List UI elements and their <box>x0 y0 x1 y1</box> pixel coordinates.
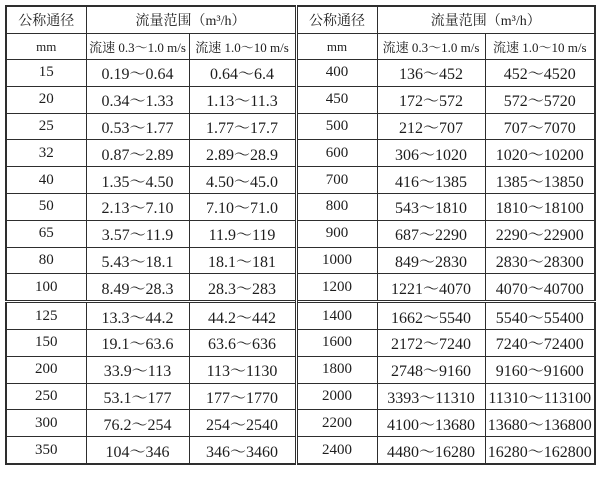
flow-high-cell-right: 4070～40700 <box>485 274 595 302</box>
header-row-2 <box>6 34 595 60</box>
dn-cell-left: 350 <box>6 437 86 464</box>
dn-cell-right: 1800 <box>296 356 377 383</box>
header-velocity-low-right: 流速 0.3～1.0 m/s <box>377 34 485 60</box>
flow-high-cell-left: 1.77～17.7 <box>189 113 296 140</box>
dn-cell-left: 20 <box>6 86 86 113</box>
table-row <box>6 60 595 87</box>
flow-low-cell-right: 306～1020 <box>377 140 485 167</box>
flow-high-cell-left: 28.3～283 <box>189 274 296 302</box>
flow-high-cell-right: 13680～136800 <box>485 410 595 437</box>
dn-cell-left: 65 <box>6 220 86 247</box>
table-header <box>6 6 595 60</box>
table-row <box>6 193 595 220</box>
flow-low-cell-left: 0.34～1.33 <box>86 86 189 113</box>
dn-cell-right: 600 <box>296 140 377 167</box>
dn-cell-right: 2000 <box>296 383 377 410</box>
flow-low-cell-right: 212～707 <box>377 113 485 140</box>
table-row <box>6 220 595 247</box>
dn-cell-right: 1600 <box>296 329 377 356</box>
table-row <box>6 274 595 302</box>
flow-low-cell-left: 0.87～2.89 <box>86 140 189 167</box>
flow-high-cell-right: 9160～91600 <box>485 356 595 383</box>
header-unit-left: mm <box>6 34 86 60</box>
flow-low-cell-left: 0.19～0.64 <box>86 60 189 87</box>
table-row <box>6 140 595 167</box>
flow-high-cell-right: 452～4520 <box>485 60 595 87</box>
dn-cell-left: 300 <box>6 410 86 437</box>
flow-high-cell-left: 254～2540 <box>189 410 296 437</box>
flow-range-table <box>5 5 596 465</box>
flow-low-cell-right: 3393～11310 <box>377 383 485 410</box>
flow-low-cell-left: 1.35～4.50 <box>86 167 189 194</box>
flow-low-cell-right: 1662～5540 <box>377 302 485 330</box>
flow-low-cell-left: 13.3～44.2 <box>86 302 189 330</box>
dn-cell-right: 1400 <box>296 302 377 330</box>
flow-low-cell-left: 33.9～113 <box>86 356 189 383</box>
flow-low-cell-left: 0.53～1.77 <box>86 113 189 140</box>
flow-high-cell-right: 5540～55400 <box>485 302 595 330</box>
flow-high-cell-left: 44.2～442 <box>189 302 296 330</box>
dn-cell-right: 450 <box>296 86 377 113</box>
flow-low-cell-right: 2748～9160 <box>377 356 485 383</box>
flow-low-cell-left: 5.43～18.1 <box>86 247 189 274</box>
dn-cell-left: 32 <box>6 140 86 167</box>
flow-low-cell-right: 687～2290 <box>377 220 485 247</box>
flow-high-cell-left: 63.6～636 <box>189 329 296 356</box>
dn-cell-right: 800 <box>296 193 377 220</box>
flow-high-cell-right: 572～5720 <box>485 86 595 113</box>
flow-low-cell-right: 136～452 <box>377 60 485 87</box>
table-row <box>6 410 595 437</box>
flow-low-cell-left: 53.1～177 <box>86 383 189 410</box>
flow-low-cell-right: 4480～16280 <box>377 437 485 464</box>
flow-low-cell-right: 2172～7240 <box>377 329 485 356</box>
dn-cell-right: 500 <box>296 113 377 140</box>
dn-cell-right: 2200 <box>296 410 377 437</box>
flow-high-cell-left: 0.64～6.4 <box>189 60 296 87</box>
table-row <box>6 437 595 464</box>
header-velocity-high-right: 流速 1.0～10 m/s <box>485 34 595 60</box>
dn-cell-right: 900 <box>296 220 377 247</box>
table-row <box>6 86 595 113</box>
dn-cell-left: 150 <box>6 329 86 356</box>
flow-low-cell-left: 2.13～7.10 <box>86 193 189 220</box>
dn-cell-right: 2400 <box>296 437 377 464</box>
table-row <box>6 113 595 140</box>
dn-cell-left: 25 <box>6 113 86 140</box>
header-velocity-high-left: 流速 1.0～10 m/s <box>189 34 296 60</box>
header-flow-range-left: 流量范围（m³/h） <box>86 6 296 34</box>
flow-low-cell-left: 8.49～28.3 <box>86 274 189 302</box>
table-body <box>6 60 595 464</box>
flow-high-cell-right: 1810～18100 <box>485 193 595 220</box>
header-diameter-right: 公称通径 <box>296 6 377 34</box>
flow-low-cell-right: 543～1810 <box>377 193 485 220</box>
flow-high-cell-left: 11.9～119 <box>189 220 296 247</box>
dn-cell-left: 50 <box>6 193 86 220</box>
flow-high-cell-right: 11310～113100 <box>485 383 595 410</box>
dn-cell-left: 200 <box>6 356 86 383</box>
table-row <box>6 247 595 274</box>
flow-low-cell-right: 1221～4070 <box>377 274 485 302</box>
flow-high-cell-left: 18.1～181 <box>189 247 296 274</box>
flow-low-cell-left: 3.57～11.9 <box>86 220 189 247</box>
flow-high-cell-right: 1385～13850 <box>485 167 595 194</box>
flow-low-cell-right: 172～572 <box>377 86 485 113</box>
flow-high-cell-left: 346～3460 <box>189 437 296 464</box>
flow-low-cell-right: 4100～13680 <box>377 410 485 437</box>
flow-high-cell-left: 177～1770 <box>189 383 296 410</box>
table-row <box>6 329 595 356</box>
flow-high-cell-left: 113～1130 <box>189 356 296 383</box>
header-unit-right: mm <box>296 34 377 60</box>
flow-high-cell-left: 4.50～45.0 <box>189 167 296 194</box>
dn-cell-left: 125 <box>6 302 86 330</box>
flow-high-cell-left: 1.13～11.3 <box>189 86 296 113</box>
header-velocity-low-left: 流速 0.3～1.0 m/s <box>86 34 189 60</box>
flow-low-cell-right: 849～2830 <box>377 247 485 274</box>
table-row <box>6 356 595 383</box>
dn-cell-right: 1200 <box>296 274 377 302</box>
dn-cell-left: 100 <box>6 274 86 302</box>
flow-high-cell-left: 7.10～71.0 <box>189 193 296 220</box>
table-row <box>6 167 595 194</box>
table-row <box>6 302 595 330</box>
flow-high-cell-right: 1020～10200 <box>485 140 595 167</box>
flow-high-cell-right: 7240～72400 <box>485 329 595 356</box>
flow-low-cell-right: 416～1385 <box>377 167 485 194</box>
dn-cell-right: 1000 <box>296 247 377 274</box>
dn-cell-left: 40 <box>6 167 86 194</box>
flow-low-cell-left: 19.1～63.6 <box>86 329 189 356</box>
flow-high-cell-right: 16280～162800 <box>485 437 595 464</box>
dn-cell-right: 700 <box>296 167 377 194</box>
flow-low-cell-left: 104～346 <box>86 437 189 464</box>
dn-cell-left: 250 <box>6 383 86 410</box>
flow-high-cell-right: 707～7070 <box>485 113 595 140</box>
dn-cell-right: 400 <box>296 60 377 87</box>
dn-cell-left: 80 <box>6 247 86 274</box>
flow-high-cell-right: 2830～28300 <box>485 247 595 274</box>
flow-high-cell-right: 2290～22900 <box>485 220 595 247</box>
flow-high-cell-left: 2.89～28.9 <box>189 140 296 167</box>
header-row-1 <box>6 6 595 34</box>
header-flow-range-right: 流量范围（m³/h） <box>377 6 595 34</box>
flow-low-cell-left: 76.2～254 <box>86 410 189 437</box>
table-row <box>6 383 595 410</box>
header-diameter-left: 公称通径 <box>6 6 86 34</box>
dn-cell-left: 15 <box>6 60 86 87</box>
